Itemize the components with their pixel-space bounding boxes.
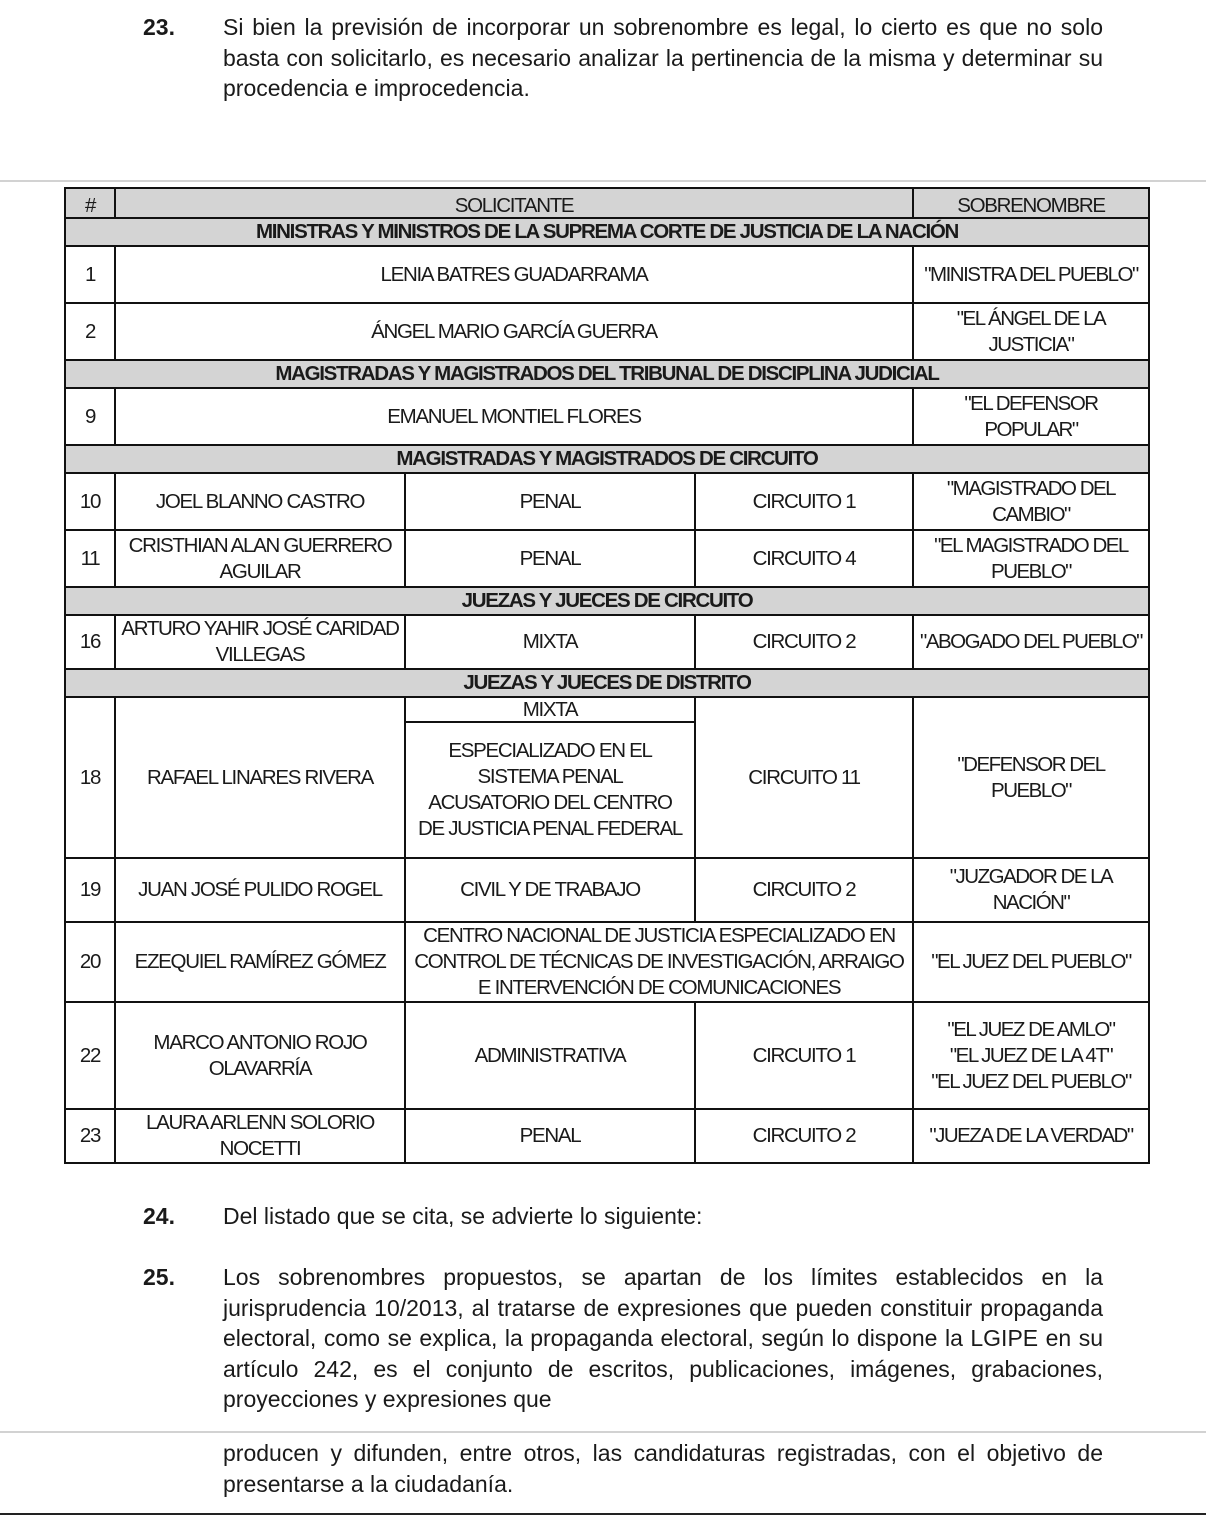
row-nickname: "EL JUEZ DEL PUEBLO" (913, 922, 1149, 1002)
row-nickname: "EL DEFENSOR POPULAR" (913, 388, 1149, 445)
table-row (65, 858, 1149, 922)
row-number: 16 (65, 615, 115, 669)
header-number: # (65, 188, 115, 218)
row-materia: MIXTA (405, 697, 695, 722)
row-circuito: CIRCUITO 2 (695, 615, 913, 669)
header-sobrenombre: SOBRENOMBRE (913, 188, 1149, 218)
paragraph-text: Los sobrenombres propuestos, se apartan de los límites establecidos en la jurisprudencia 10/2013, al tratarse de expresiones que pueden constituir propaganda electoral, como se explica, la propaganda electoral, según lo dispone la LGIPE en su artículo 242, es el conjunto de escritos, publicaciones, imágenes, grabaciones, proyecciones y expresiones que (223, 1264, 1103, 1412)
row-number: 19 (65, 858, 115, 922)
row-nickname: "DEFENSOR DEL PUEBLO" (913, 697, 1149, 858)
nickname-table (64, 187, 1150, 1164)
row-circuito: CIRCUITO 1 (695, 1002, 913, 1109)
header-solicitante: SOLICITANTE (115, 188, 913, 218)
paragraph-text: producen y difunden, entre otros, las candidaturas registradas, con el objetivo de presentarse a la ciudadanía. (223, 1440, 1103, 1497)
row-materia: CENTRO NACIONAL DE JUSTICIA ESPECIALIZADO EN CONTROL DE TÉCNICAS DE INVESTIGACIÓN, ARRAIGO E INTERVENCIÓN DE COMUNICACIONES (405, 922, 913, 1002)
row-name: ARTURO YAHIR JOSÉ CARIDAD VILLEGAS (115, 615, 405, 669)
table-row (65, 303, 1149, 360)
section-title-circuito-jueces: JUEZAS Y JUECES DE CIRCUITO (65, 587, 1149, 615)
row-number: 11 (65, 530, 115, 587)
table-row (65, 922, 1149, 1002)
row-circuito: CIRCUITO 4 (695, 530, 913, 587)
row-name: LAURA ARLENN SOLORIO NOCETTI (115, 1109, 405, 1163)
page-break-divider (0, 1431, 1206, 1433)
row-circuito: CIRCUITO 11 (695, 697, 913, 858)
row-nickname: "EL ÁNGEL DE LA JUSTICIA" (913, 303, 1149, 360)
table-header-row (65, 188, 1149, 218)
row-name: JUAN JOSÉ PULIDO ROGEL (115, 858, 405, 922)
paragraph-25-continuation (143, 1438, 1103, 1504)
table-row (65, 697, 1149, 722)
row-materia: CIVIL Y DE TRABAJO (405, 858, 695, 922)
table-row (65, 1109, 1149, 1163)
row-nickname: "EL MAGISTRADO DEL PUEBLO" (913, 530, 1149, 587)
row-name: CRISTHIAN ALAN GUERRERO AGUILAR (115, 530, 405, 587)
row-number: 1 (65, 246, 115, 303)
paragraph-number: 23. (143, 14, 175, 40)
table-row (65, 388, 1149, 445)
row-name: ÁNGEL MARIO GARCÍA GUERRA (115, 303, 913, 360)
table-row (65, 615, 1149, 669)
table-row (65, 473, 1149, 530)
row-name: LENIA BATRES GUADARRAMA (115, 246, 913, 303)
nickname-line: "EL JUEZ DEL PUEBLO" (931, 1069, 1131, 1093)
nickname-line: "EL JUEZ DE LA 4T" (949, 1043, 1113, 1067)
row-name: RAFAEL LINARES RIVERA (115, 697, 405, 858)
section-title-distrito: JUEZAS Y JUECES DE DISTRITO (65, 669, 1149, 697)
row-name: MARCO ANTONIO ROJO OLAVARRÍA (115, 1002, 405, 1109)
row-materia: MIXTA (405, 615, 695, 669)
row-nickname: "ABOGADO DEL PUEBLO" (913, 615, 1149, 669)
row-number: 10 (65, 473, 115, 530)
section-title-circuito-magistrados: MAGISTRADAS Y MAGISTRADOS DE CIRCUITO (65, 445, 1149, 473)
row-nickname (913, 1002, 1149, 1109)
row-number: 22 (65, 1002, 115, 1109)
row-nickname: "MAGISTRADO DEL CAMBIO" (913, 473, 1149, 530)
section-row (65, 218, 1149, 246)
page-break-divider (0, 180, 1206, 182)
table-row (65, 246, 1149, 303)
row-materia: PENAL (405, 530, 695, 587)
section-row (65, 445, 1149, 473)
section-row (65, 669, 1149, 697)
row-number: 23 (65, 1109, 115, 1163)
section-title-tdj: MAGISTRADAS Y MAGISTRADOS DEL TRIBUNAL DE DISCIPLINA JUDICIAL (65, 360, 1149, 388)
paragraph-text: Del listado que se cita, se advierte lo siguiente: (223, 1203, 703, 1229)
table-row (65, 530, 1149, 587)
paragraph-number: 25. (143, 1264, 175, 1290)
paragraph-25 (143, 1262, 1103, 1420)
section-row (65, 360, 1149, 388)
row-number: 9 (65, 388, 115, 445)
row-name: EZEQUIEL RAMÍREZ GÓMEZ (115, 922, 405, 1002)
row-materia: ADMINISTRATIVA (405, 1002, 695, 1109)
section-row (65, 587, 1149, 615)
row-number: 20 (65, 922, 115, 1002)
row-number: 18 (65, 697, 115, 858)
paragraph-text: Si bien la previsión de incorporar un sobrenombre es legal, lo cierto es que no solo basta con solicitarlo, es necesario analizar la pertinencia de la misma y determinar su procedencia e improcedencia. (223, 14, 1103, 101)
paragraph-number: 24. (143, 1203, 175, 1229)
row-nickname: "JUEZA DE LA VERDAD" (913, 1109, 1149, 1163)
paragraph-23 (143, 12, 1103, 108)
row-circuito: CIRCUITO 2 (695, 1109, 913, 1163)
row-materia-detail: ESPECIALIZADO EN EL SISTEMA PENAL ACUSATORIO DEL CENTRO DE JUSTICIA PENAL FEDERAL (405, 722, 695, 858)
row-number: 2 (65, 303, 115, 360)
row-nickname: "JUZGADOR DE LA NACIÓN" (913, 858, 1149, 922)
table-row (65, 1002, 1149, 1109)
row-materia: PENAL (405, 1109, 695, 1163)
nickname-line: "EL JUEZ DE AMLO" (947, 1017, 1115, 1041)
row-nickname: "MINISTRA DEL PUEBLO" (913, 246, 1149, 303)
paragraph-24 (143, 1201, 1103, 1233)
row-name: EMANUEL MONTIEL FLORES (115, 388, 913, 445)
row-materia: PENAL (405, 473, 695, 530)
row-circuito: CIRCUITO 1 (695, 473, 913, 530)
row-name: JOEL BLANNO CASTRO (115, 473, 405, 530)
section-title-scjn: MINISTRAS Y MINISTROS DE LA SUPREMA CORTE DE JUSTICIA DE LA NACIÓN (65, 218, 1149, 246)
bottom-border (0, 1513, 1206, 1515)
row-circuito: CIRCUITO 2 (695, 858, 913, 922)
